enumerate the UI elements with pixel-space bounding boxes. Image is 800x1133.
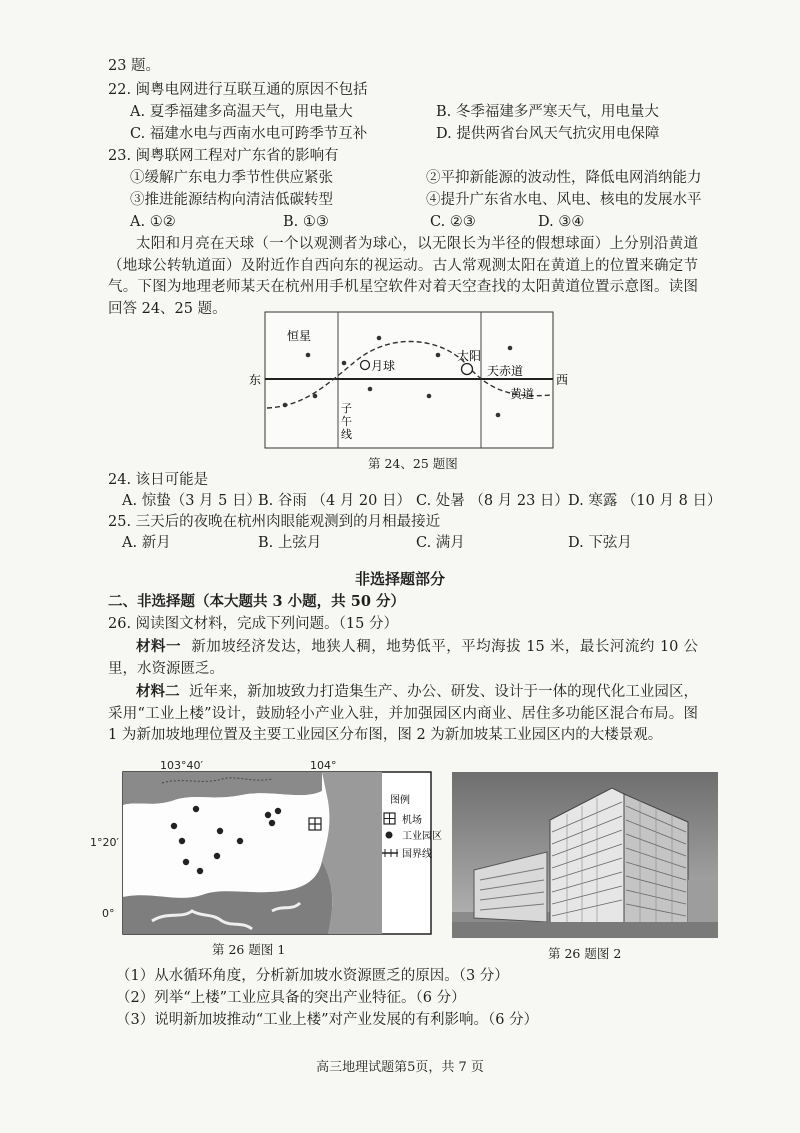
q23-statement-3: ③推进能源结构向清洁低碳转型 (130, 192, 333, 208)
q23-option-b[interactable]: B. ①③ (283, 214, 329, 230)
street (452, 922, 718, 938)
legend-border-label: 国界线 (402, 849, 432, 860)
q23-option-d[interactable]: D. ③④ (538, 214, 585, 230)
q24-option-d[interactable]: D. 寒露 （10 月 8 日） (568, 493, 722, 509)
q26-material-1 (108, 636, 698, 680)
singapore-map (122, 771, 442, 935)
page-footer: 高三地理试题第5页，共 7 页 (316, 1060, 484, 1075)
label-ecliptic: 黄道 (510, 387, 535, 401)
label-meridian-3: 线 (341, 428, 352, 441)
right-building (688, 880, 718, 924)
q23-option-c[interactable]: C. ②③ (430, 214, 476, 230)
q22-option-b[interactable]: B. 冬季福建多严寒天气，用电量大 (436, 104, 659, 120)
industrial-park-dot (214, 853, 220, 859)
sun-marker (462, 364, 473, 375)
q25-option-a[interactable]: A. 新月 (122, 535, 171, 551)
label-west: 西 (556, 373, 569, 387)
map-lat-1: 1°20′ (90, 836, 119, 849)
q23-statement-1: ①缓解广东电力季节性供应紧张 (130, 170, 333, 186)
q24-option-a[interactable]: A. 惊蛰（3 月 5 日） (122, 493, 261, 509)
legend-airport-icon (384, 813, 395, 824)
section-header: 二、非选择题（本大题共 3 小题，共 50 分） (108, 593, 405, 610)
material-2-text: 近年来，新加坡致力打造集生产、办公、研发、设计于一体的现代化工业园区，采用“工业上楼”设计，鼓励轻小产业入驻，并加强园区内商业、居住多功能区混合布局。图 1 为新加坡地理位置及主要工业园区分布图，图 2 为新加坡某工业园区内的大楼景观。 (108, 684, 699, 743)
industrial-park-dot (275, 808, 281, 814)
industrial-park-dot (179, 838, 185, 844)
star-dot (496, 413, 501, 418)
q23-stem: 23. 闽粤联网工程对广东省的影响有 (108, 148, 339, 164)
map-lat-2: 0° (102, 907, 115, 920)
industrial-park-dot (265, 812, 271, 818)
industrial-park-dot (237, 838, 243, 844)
label-star: 恒星 (287, 329, 312, 343)
q26-stem: 26. 阅读图文材料，完成下列问题。（15 分） (108, 616, 398, 632)
industrial-park-dot (269, 820, 275, 826)
industrial-park-dot (197, 868, 203, 874)
q25-stem: 25. 三天后的夜晚在杭州肉眼能观测到的月相最接近 (108, 514, 441, 530)
industrial-park-dot (193, 806, 199, 812)
map-lon-1: 103°40′ (160, 759, 203, 772)
passage-24-25: 太阳和月亮在天球（一个以观测者为球心，以无限长为半径的假想球面）上分别沿黄道（地球公转轨道面）及附近作自西向东的视运动。古人常观测太阳在黄道上的位置来确定节气。下图为地理老师某天在杭州用手机星空软件对着天空查找的太阳黄道位置示意图。读图回答 24、25 题。 (108, 236, 698, 317)
q26-subquestion-1: （1）从水循环角度，分析新加坡水资源匮乏的原因。（3 分） (116, 968, 509, 984)
q22-option-c[interactable]: C. 福建水电与西南水电可跨季节互补 (130, 126, 368, 142)
q25-option-b[interactable]: B. 上弦月 (258, 535, 322, 551)
airport-icon (309, 818, 321, 830)
q26-subquestion-2: （2）列举“上楼”工业应具备的突出产业特征。（6 分） (116, 990, 466, 1006)
star-dot (283, 403, 288, 408)
q22-option-d[interactable]: D. 提供两省台风天气抗灾用电保障 (436, 126, 660, 142)
legend-airport-label: 机场 (402, 815, 422, 826)
q23-option-a[interactable]: A. ①② (130, 214, 176, 230)
q26-subquestion-3: （3）说明新加坡推动“工业上楼”对产业发展的有利影响。（6 分） (116, 1012, 539, 1028)
label-moon: 月球 (371, 359, 396, 373)
material-2-label: 材料二 (136, 683, 180, 700)
photo-caption: 第 26 题图 2 (548, 946, 622, 961)
star-dot (313, 394, 318, 399)
singapore-island (123, 791, 329, 898)
map-caption: 第 26 题图 1 (212, 942, 286, 957)
previous-question-tail: 23 题。 (108, 58, 161, 74)
industrial-park-dot (171, 823, 177, 829)
label-meridian-1: 子 (341, 402, 352, 415)
label-meridian-2: 午 (341, 415, 352, 428)
legend-park-icon (386, 832, 393, 839)
figure-24-caption: 第 24、25 题图 (368, 456, 458, 471)
star-dot (342, 361, 347, 366)
legend-title: 图例 (390, 795, 410, 806)
star-dot (427, 394, 432, 399)
industrial-park-dot (183, 859, 189, 865)
q25-option-d[interactable]: D. 下弦月 (568, 535, 632, 551)
q25-option-c[interactable]: C. 满月 (416, 535, 465, 551)
q23-statement-4: ④提升广东省水电、风电、核电的发展水平 (426, 192, 702, 208)
star-dot (508, 346, 513, 351)
q23-statement-2: ②平抑新能源的波动性，降低电网消纳能力 (426, 170, 702, 186)
star-dot (368, 387, 373, 392)
q24-stem: 24. 该日可能是 (108, 472, 209, 488)
section-title: 非选择题部分 (354, 570, 445, 588)
building-photo (452, 772, 718, 938)
star-dot (306, 353, 311, 358)
star-dot (436, 353, 441, 358)
label-sun: 太阳 (457, 349, 482, 363)
q24-option-b[interactable]: B. 谷雨 （4 月 20 日） (258, 493, 411, 509)
moon-marker (361, 361, 370, 370)
q26-material-2 (108, 681, 698, 747)
label-east: 东 (249, 373, 262, 387)
celestial-diagram (245, 310, 575, 452)
map-lon-2: 104° (310, 759, 337, 772)
material-1-label: 材料一 (136, 638, 181, 655)
material-1-text: 新加坡经济发达，地狭人稠，地势低平，平均海拔 15 米，最长河流约 10 公里，水资源匮乏。 (108, 639, 698, 677)
q24-option-c[interactable]: C. 处暑 （8 月 23 日） (416, 493, 569, 509)
industrial-park-dot (217, 828, 223, 834)
star-dot (377, 336, 382, 341)
legend-park-label: 工业园区 (402, 831, 442, 842)
label-equator: 天赤道 (487, 364, 524, 378)
q22-option-a[interactable]: A. 夏季福建多高温天气，用电量大 (130, 104, 353, 120)
q22-stem: 22. 闽粤电网进行互联互通的原因不包括 (108, 82, 368, 98)
